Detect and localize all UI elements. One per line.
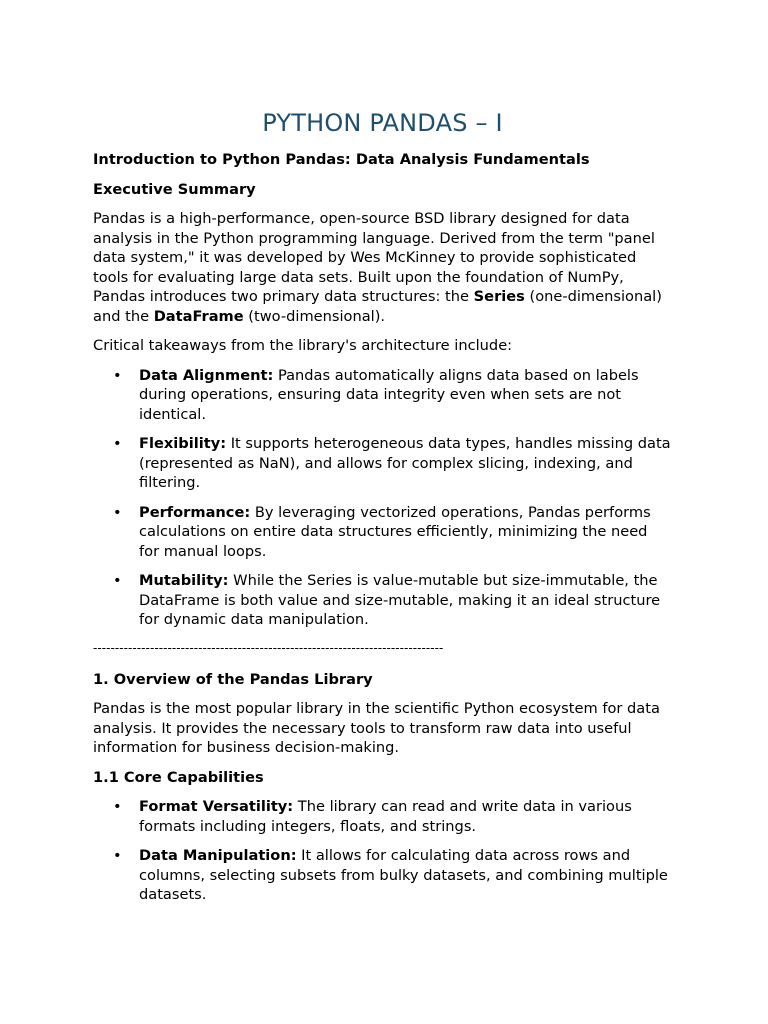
executive-summary-paragraph (93, 209, 672, 326)
list-item-text: While the Series is value-mutable but size-immutable, the DataFrame is both value and size-mutable, making it an ideal structure for dynamic data manipulation. (139, 572, 661, 628)
list-item (93, 846, 672, 905)
section-1-1-heading: 1.1 Core Capabilities (93, 768, 264, 786)
document-title: PYTHON PANDAS – I (262, 109, 503, 137)
bullet-icon: • (113, 435, 122, 452)
bullet-icon: • (113, 847, 122, 864)
list-item (93, 571, 672, 630)
list-item (93, 434, 672, 493)
section-1-paragraph: Pandas is the most popular library in the scientific Python ecosystem for data analysis. It provides the necessary tools to transform raw data into useful information for business decision-making. (93, 700, 660, 756)
summary-text-b: (one-dimensional) and the (93, 288, 662, 325)
bullet-icon: • (113, 798, 122, 815)
takeaways-intro: Critical takeaways from the library's architecture include: (93, 337, 513, 354)
list-item-text: The library can read and write data in various formats including integers, floats, and strings. (139, 798, 632, 835)
executive-summary-heading: Executive Summary (93, 180, 256, 198)
section-1-heading: 1. Overview of the Pandas Library (93, 670, 373, 688)
list-item-label: Data Manipulation: (139, 847, 297, 864)
list-item-text: Pandas automatically aligns data based on labels during operations, ensuring data integrity even when sets are not identical. (139, 366, 639, 423)
list-item-text: By leveraging vectorized operations, Pandas performs calculations on entire data structures efficiently, minimizing the need for manual loops. (139, 503, 651, 560)
core-capabilities-list (93, 797, 672, 905)
bullet-icon: • (113, 366, 122, 384)
takeaways-list (93, 366, 672, 630)
list-item (93, 366, 672, 425)
summary-text-a: Pandas is a high-performance, open-source BSD library designed for data analysis in the Python programming language. Derived from the term "panel data system," it was developed by Wes McKinney to provide sophisticated tools for evaluating large data sets. Built upon the foundation of NumPy, Pandas introduces two primary data structures: the (93, 210, 655, 305)
list-item-label: Flexibility: (139, 435, 227, 452)
list-item-text: It allows for calculating data across rows and columns, selecting subsets from bulky datasets, and combining multiple datasets. (139, 847, 668, 903)
list-item-label: Performance: (139, 503, 251, 521)
list-item-text: It supports heterogeneous data types, handles missing data (represented as NaN), and allows for complex slicing, indexing, and filtering. (139, 435, 671, 491)
bullet-icon: • (113, 572, 122, 589)
list-item-label: Format Versatility: (139, 798, 294, 815)
summary-text-c: (two-dimensional). (243, 307, 386, 325)
summary-dataframe-term: DataFrame (153, 307, 244, 325)
document-subtitle: Introduction to Python Pandas: Data Analysis Fundamentals (93, 151, 590, 168)
summary-series-term: Series (473, 288, 525, 305)
list-item-label: Mutability: (139, 572, 229, 589)
section-divider: -------------------------------------------------------------------------------- (93, 640, 444, 655)
bullet-icon: • (113, 503, 122, 521)
list-item (93, 503, 672, 562)
list-item (93, 797, 672, 836)
list-item-label: Data Alignment: (139, 366, 274, 384)
